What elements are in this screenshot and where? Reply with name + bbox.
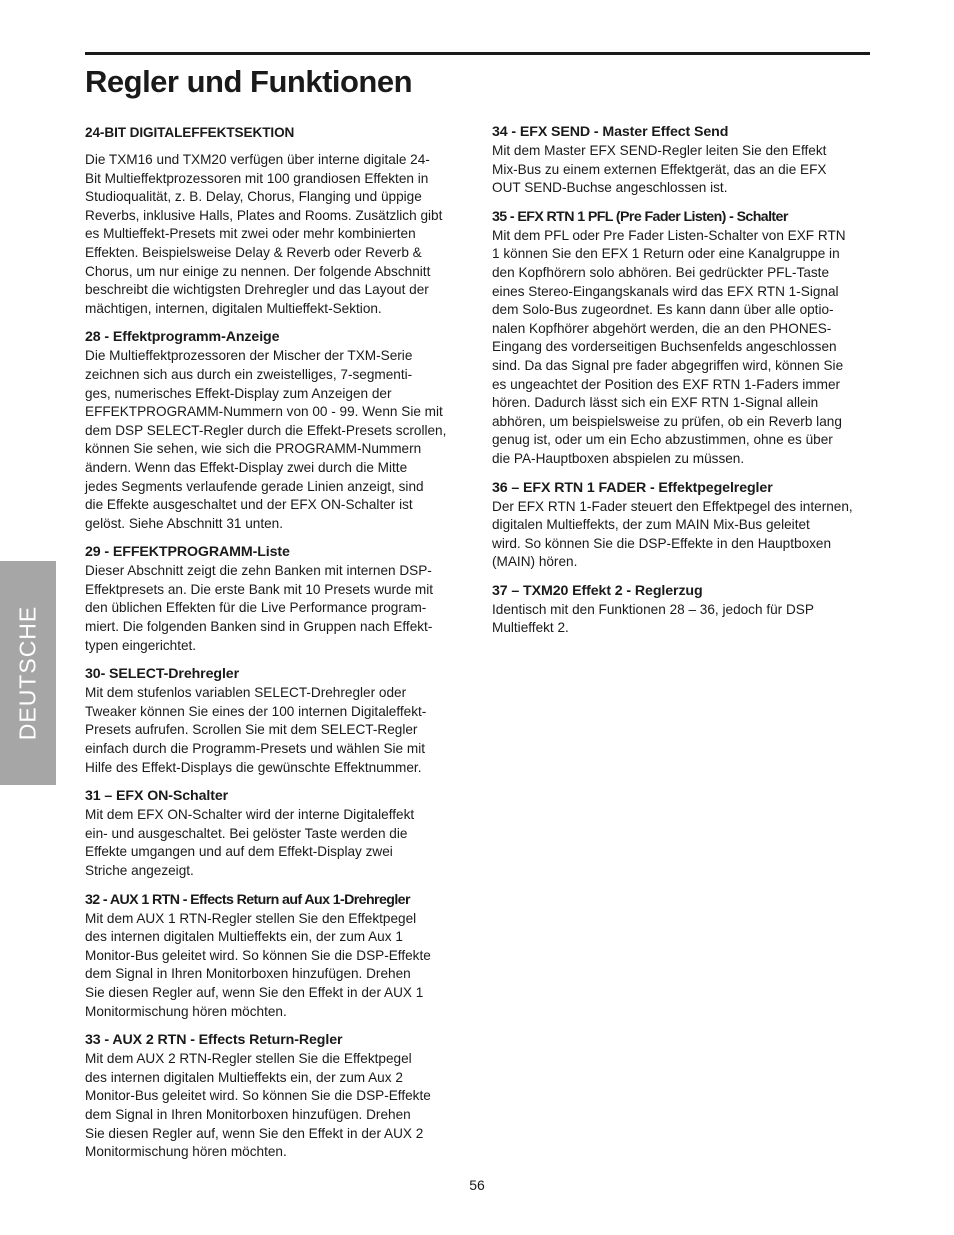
section-body: Dieser Abschnitt zeigt die zehn Banken mit internen DSP- Effektpresets an. Die erste Bank mit 10 Presets wurde mit den üblichen Effekten für die Live Performance program- miert. Die folgenden Banken sind in Gruppen nach Effekt- typen eingerichtet. (85, 563, 434, 653)
section-32-aux1-rtn (85, 891, 460, 1022)
section-body: Die TXM16 und TXM20 verfügen über interne digitale 24- Bit Multieffektprozessoren mit 100 grandiosen Effekten in Studioqualität, z. B. Delay, Chorus, Flanging und üppige Reverbs, inklusive Halls, Plates and Rooms. Zusätzlich gibt es Multieffekt-Presets mit zwei oder mehr kombinierten Effekten. Beispielsweise Delay & Reverb oder Reverb & Chorus, um nur einige zu nennen. Der folgende Abschnitt beschreibt die wichtigsten Drehregler und das Layout der mächtigen, internen, digitalen Multieffekt-Sektion. (85, 152, 443, 316)
section-34-efx-send (492, 123, 870, 198)
section-24bit-intro (85, 123, 460, 318)
section-31-efx-on-schalter (85, 787, 460, 880)
section-33-aux2-rtn (85, 1031, 460, 1162)
section-36-efx-rtn1-fader (492, 479, 870, 572)
section-heading: 36 – EFX RTN 1 FADER - Effektpegelregler (492, 479, 773, 496)
section-35-efx-rtn1-pfl (492, 208, 870, 469)
section-heading: 24-BIT DIGITALEFFEKTSEKTION (85, 125, 295, 140)
right-column (492, 123, 870, 648)
section-heading: 35 - EFX RTN 1 PFL (Pre Fader Listen) - Schalter (492, 208, 788, 225)
section-heading: 29 - EFFEKTPROGRAMM-Liste (85, 544, 290, 561)
side-tab-label: DEUTSCHE (14, 605, 41, 741)
section-body: Identisch mit den Funktionen 28 – 36, jedoch für DSP Multieffekt 2. (492, 601, 814, 636)
section-30-select-drehregler (85, 665, 460, 777)
top-rule (85, 52, 870, 55)
section-heading: 31 – EFX ON-Schalter (85, 788, 229, 805)
page-number: 56 (469, 1177, 485, 1193)
section-body: Mit dem AUX 2 RTN-Regler stellen Sie die Effektpegel des internen digitalen Multieffekts ein, der zum Aux 2 Monitor-Bus geleitet wird. So können Sie die DSP-Effekte dem Signal in Ihren Monitorboxen hinzufügen. Drehen Sie diesen Regler auf, wenn Sie den Effekt in der AUX 2 Monitormischung hören möchten. (85, 1051, 431, 1160)
section-heading: 30- SELECT-Drehregler (85, 666, 240, 683)
section-heading: 37 – TXM20 Effekt 2 - Reglerzug (492, 582, 703, 599)
section-29-effektprogramm-liste (85, 543, 460, 655)
section-body: Mit dem stufenlos variablen SELECT-Drehregler oder Tweaker können Sie eines der 100 internen Digitaleffekt- Presets aufrufen. Scrollen Sie mit dem SELECT-Regler einfach durch die Programm-Presets und wählen Sie mit Hilfe des Effekt-Displays die gewünschte Effektnummer. (85, 685, 427, 775)
language-side-tab (0, 561, 56, 785)
section-heading: 32 - AUX 1 RTN - Effects Return auf Aux 1-Drehregler (85, 891, 410, 908)
section-body: Mit dem Master EFX SEND-Regler leiten Sie den Effekt Mix-Bus zu einem externen Effektgerät, das an die EFX OUT SEND-Buchse angeschlossen ist. (492, 143, 827, 196)
section-28-effektprogramm-anzeige (85, 328, 460, 533)
page-title: Regler und Funktionen (85, 64, 413, 99)
section-body: Die Multieffektprozessoren der Mischer der TXM-Serie zeichnen sich aus durch ein zweistelliges, 7-segmenti- ges, numerisches Effekt-Display zum Anzeigen der EFFEKTPROGRAMM-Nummern von 00 - 99. Wenn Sie mit dem DSP SELECT-Regler durch die Effekt-Presets scrollen, können Sie sehen, wie sich die PROGRAMM-Nummern ändern. Wenn das Effekt-Display zwei durch die Mitte jedes Segments verlaufende gerade Linien anzeigt, sind die Effekte ausgeschaltet und der EFX ON-Schalter ist gelöst. Siehe Abschnitt 31 unten. (85, 348, 447, 531)
section-heading: 33 - AUX 2 RTN - Effects Return-Regler (85, 1032, 343, 1049)
section-body: Mit dem PFL oder Pre Fader Listen-Schalter von EXF RTN 1 können Sie den EFX 1 Return oder eine Kanalgruppe in den Kopfhörern solo abhören. Bei gedrückter PFL-Taste eines Stereo-Eingangskanals wird das EFX RTN 1-Signal dem Solo-Bus zugeordnet. Es kann dann über alle optio- nalen Kopfhörer abgehört werden, die an den PHONES- Eingang des vorderseitigen Buchsenfelds angeschlossen sind. Da das Signal pre fader abgegriffen wird, können Sie es ungeachtet der Position des EXF RTN 1-Faders immer hören. Dadurch lässt sich ein EXF RTN 1-Signal allein abhören, um beispielsweise zu prüfen, ob ein Reverb lang genug ist, oder um ein Echo abzustimmen, ohne es über die PA-Hauptboxen abspielen zu müssen. (492, 227, 846, 466)
section-body: Mit dem EFX ON-Schalter wird der interne Digitaleffekt ein- und ausgeschaltet. Bei gelöster Taste werden die Effekte umgangen und auf dem Effekt-Display zwei Striche angezeigt. (85, 807, 415, 878)
left-column (85, 123, 460, 1172)
section-body: Mit dem AUX 1 RTN-Regler stellen Sie den Effektpegel des internen digitalen Multieffekts ein, der zum Aux 1 Monitor-Bus geleitet wird. So können Sie die DSP-Effekte dem Signal in Ihren Monitorboxen hinzufügen. Drehen Sie diesen Regler auf, wenn Sie den Effekt in der AUX 1 Monitormischung hören möchten. (85, 910, 431, 1019)
section-heading: 28 - Effektprogramm-Anzeige (85, 329, 280, 346)
section-37-txm20-effekt2 (492, 582, 870, 638)
section-body: Der EFX RTN 1-Fader steuert den Effektpegel des internen, digitalen Multieffekts, der zum MAIN Mix-Bus geleitet wird. So können Sie die DSP-Effekte in den Hauptboxen (MAIN) hören. (492, 498, 853, 570)
section-heading: 34 - EFX SEND - Master Effect Send (492, 124, 729, 140)
